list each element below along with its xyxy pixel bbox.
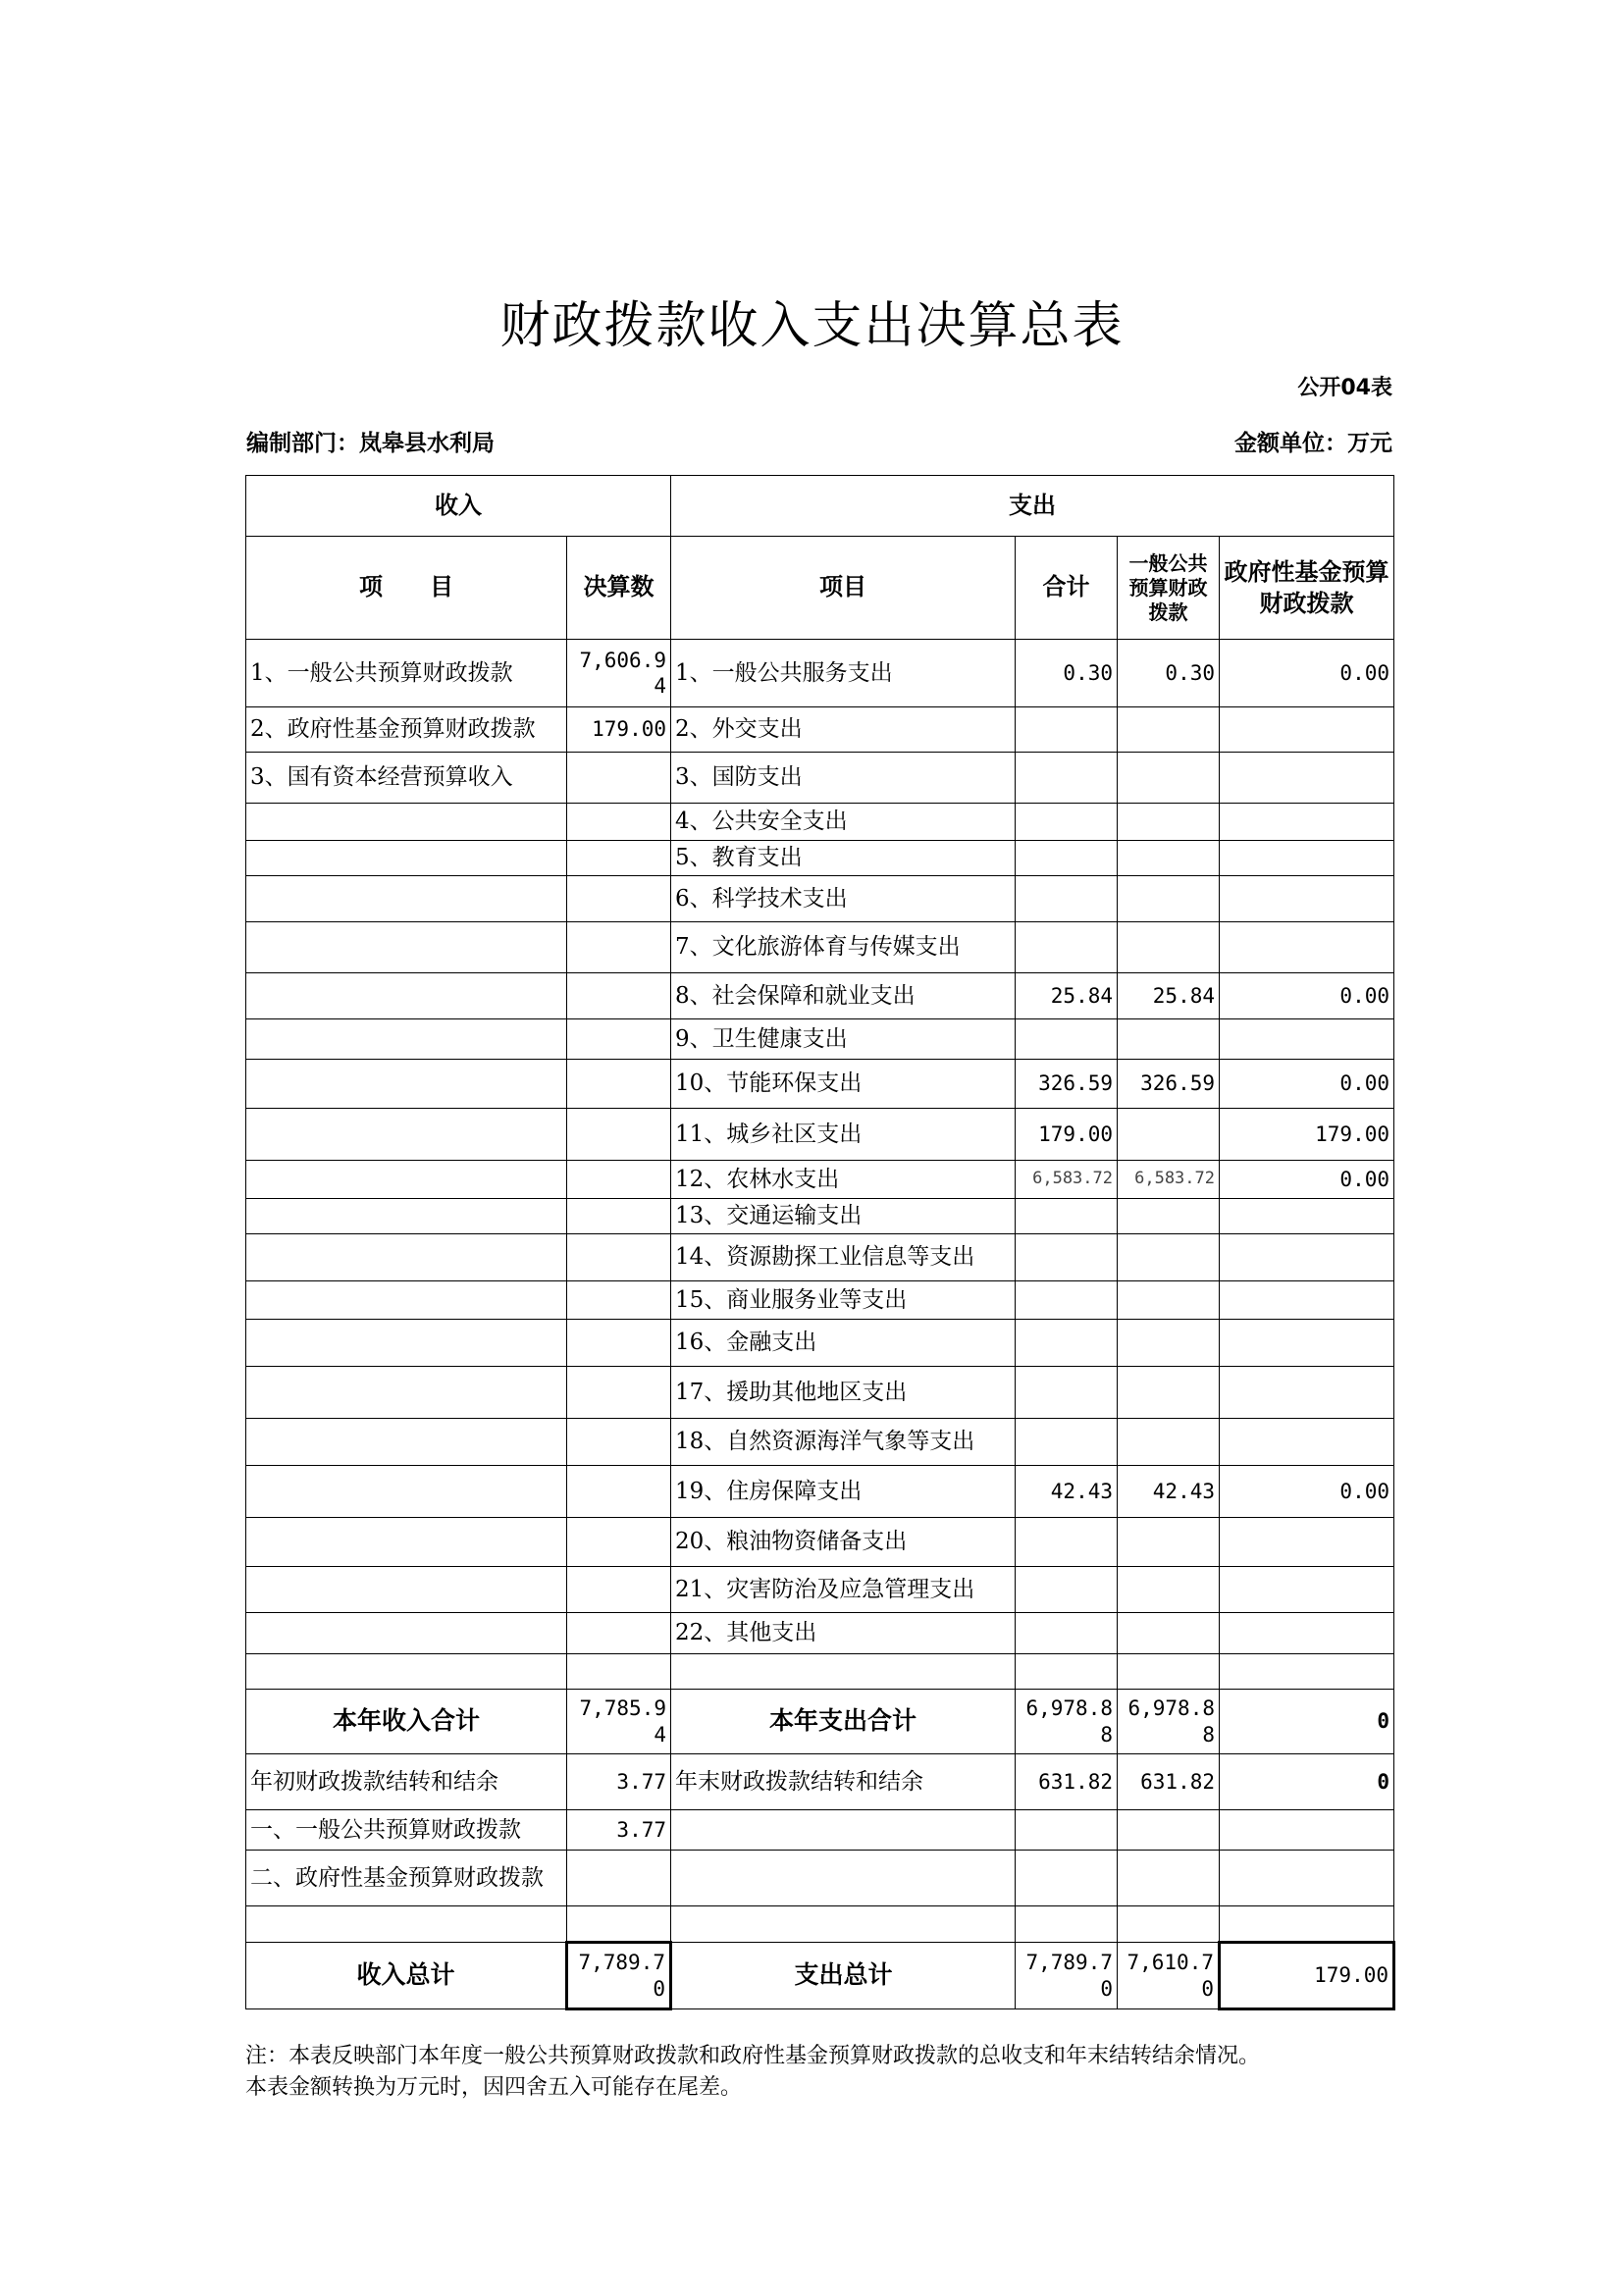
table-row (246, 1109, 1394, 1161)
year-expense-fund: 0 (1220, 1690, 1394, 1754)
expense-general (1118, 1613, 1220, 1654)
grand-expense-fund: 179.00 (1220, 1943, 1394, 2009)
income-amount (567, 973, 671, 1019)
income-amount (567, 1019, 671, 1060)
income-item (246, 1019, 567, 1060)
expense-total (1016, 707, 1118, 753)
table-row (246, 841, 1394, 876)
income-amount (567, 1234, 671, 1281)
expense-item: 14、资源勘探工业信息等支出 (671, 1234, 1016, 1281)
table-row (246, 1419, 1394, 1466)
expense-fund (1220, 1234, 1394, 1281)
income-amount (567, 1613, 671, 1654)
carry-sub-amount: 3.77 (567, 1810, 671, 1851)
expense-total: 179.00 (1016, 1109, 1118, 1161)
year-total-row (246, 1690, 1394, 1754)
expense-fund: 0.00 (1220, 1060, 1394, 1109)
table-row (246, 922, 1394, 973)
blank-cell (671, 1810, 1016, 1851)
table-row (246, 1466, 1394, 1518)
table-row (246, 1234, 1394, 1281)
expense-general (1118, 1281, 1220, 1320)
blank-cell (1016, 1906, 1118, 1943)
expense-total (1016, 1654, 1118, 1690)
expense-item (671, 1654, 1016, 1690)
expense-fund (1220, 804, 1394, 841)
expense-total: 42.43 (1016, 1466, 1118, 1518)
budget-table (245, 475, 1395, 2010)
expense-item: 18、自然资源海洋气象等支出 (671, 1419, 1016, 1466)
carry-sub-row (246, 1851, 1394, 1906)
expense-general (1118, 876, 1220, 922)
income-item (246, 1060, 567, 1109)
expense-general (1118, 804, 1220, 841)
expense-item: 11、城乡社区支出 (671, 1109, 1016, 1161)
year-income-total-label: 本年收入合计 (246, 1690, 567, 1754)
expense-general (1118, 1567, 1220, 1613)
grand-expense-general: 7,610.70 (1118, 1943, 1220, 2009)
table-number: 公开04表 (1297, 376, 1392, 400)
expense-fund (1220, 1320, 1394, 1367)
col-income-item: 项 目 (246, 537, 567, 640)
year-expense-total: 6,978.88 (1016, 1690, 1118, 1754)
income-amount (567, 1060, 671, 1109)
expense-fund (1220, 1419, 1394, 1466)
blank-cell (1220, 1810, 1394, 1851)
expense-total (1016, 1419, 1118, 1466)
blank-cell (1118, 1810, 1220, 1851)
expense-general (1118, 922, 1220, 973)
income-amount: 7,606.94 (567, 640, 671, 707)
col-expense-general: 一般公共预算财政拨款 (1118, 537, 1220, 640)
expense-item: 7、文化旅游体育与传媒支出 (671, 922, 1016, 973)
expense-fund (1220, 1367, 1394, 1419)
table-row (246, 1367, 1394, 1419)
expense-item: 13、交通运输支出 (671, 1199, 1016, 1234)
expense-item: 22、其他支出 (671, 1613, 1016, 1654)
income-item (246, 1199, 567, 1234)
income-item (246, 1367, 567, 1419)
income-item (246, 1567, 567, 1613)
income-item (246, 1654, 567, 1690)
carry-out-fund: 0 (1220, 1754, 1394, 1810)
expense-general (1118, 1367, 1220, 1419)
income-item (246, 841, 567, 876)
expense-total (1016, 1019, 1118, 1060)
expense-fund (1220, 707, 1394, 753)
expense-general (1118, 1199, 1220, 1234)
carry-sub-amount (567, 1851, 671, 1906)
expense-fund (1220, 1518, 1394, 1567)
grand-total-row (246, 1943, 1394, 2009)
carry-in-amount: 3.77 (567, 1754, 671, 1810)
grand-expense-label: 支出总计 (671, 1943, 1016, 2009)
income-amount (567, 1567, 671, 1613)
income-amount (567, 1419, 671, 1466)
income-item: 3、国有资本经营预算收入 (246, 753, 567, 804)
expense-total (1016, 1281, 1118, 1320)
blank-cell (1016, 1851, 1118, 1906)
expense-fund (1220, 753, 1394, 804)
expense-item: 10、节能环保支出 (671, 1060, 1016, 1109)
expense-total (1016, 1518, 1118, 1567)
expense-total (1016, 876, 1118, 922)
table-row (246, 804, 1394, 841)
expense-general (1118, 841, 1220, 876)
col-expense-fund: 政府性基金预算财政拨款 (1220, 537, 1394, 640)
carry-sub-row (246, 1810, 1394, 1851)
table-row (246, 876, 1394, 922)
expense-total (1016, 804, 1118, 841)
table-row (246, 1060, 1394, 1109)
expense-total: 0.30 (1016, 640, 1118, 707)
grand-income-total: 7,789.70 (567, 1943, 671, 2009)
income-amount (567, 804, 671, 841)
expense-fund (1220, 1019, 1394, 1060)
table-row (246, 1199, 1394, 1234)
expense-total (1016, 922, 1118, 973)
income-amount (567, 1654, 671, 1690)
expense-general: 0.30 (1118, 640, 1220, 707)
col-expense-item: 项目 (671, 537, 1016, 640)
table-row (246, 1320, 1394, 1367)
expense-item: 21、灾害防治及应急管理支出 (671, 1567, 1016, 1613)
expense-item: 5、教育支出 (671, 841, 1016, 876)
expense-total: 326.59 (1016, 1060, 1118, 1109)
carry-row (246, 1754, 1394, 1810)
expense-item: 15、商业服务业等支出 (671, 1281, 1016, 1320)
income-item (246, 1281, 567, 1320)
income-item (246, 1234, 567, 1281)
income-item (246, 973, 567, 1019)
expense-general: 6,583.72 (1118, 1161, 1220, 1199)
income-item (246, 1613, 567, 1654)
table-row (246, 1654, 1394, 1690)
table-row (246, 707, 1394, 753)
expense-item: 9、卫生健康支出 (671, 1019, 1016, 1060)
expense-item: 4、公共安全支出 (671, 804, 1016, 841)
expense-fund: 0.00 (1220, 1161, 1394, 1199)
table-row (246, 1613, 1394, 1654)
income-item: 1、一般公共预算财政拨款 (246, 640, 567, 707)
carry-sub-amount (567, 1906, 671, 1943)
income-item (246, 1518, 567, 1567)
carry-out-label: 年末财政拨款结转和结余 (671, 1754, 1016, 1810)
expense-general (1118, 1518, 1220, 1567)
unit-label: 金额单位：万元 (1234, 431, 1392, 456)
expense-total: 6,583.72 (1016, 1161, 1118, 1199)
expense-general (1118, 1419, 1220, 1466)
income-amount (567, 1466, 671, 1518)
expense-item: 20、粮油物资储备支出 (671, 1518, 1016, 1567)
col-income-amount: 决算数 (567, 537, 671, 640)
expense-general (1118, 1654, 1220, 1690)
expense-item: 8、社会保障和就业支出 (671, 973, 1016, 1019)
blank-cell (1220, 1851, 1394, 1906)
expense-general (1118, 707, 1220, 753)
year-expense-total-label: 本年支出合计 (671, 1690, 1016, 1754)
expense-item: 6、科学技术支出 (671, 876, 1016, 922)
income-amount (567, 753, 671, 804)
blank-cell (1016, 1810, 1118, 1851)
income-amount (567, 841, 671, 876)
col-expense-total: 合计 (1016, 537, 1118, 640)
header-row-columns (246, 537, 1394, 640)
blank-cell (1220, 1906, 1394, 1943)
expense-general: 326.59 (1118, 1060, 1220, 1109)
income-item (246, 876, 567, 922)
income-item (246, 1466, 567, 1518)
year-income-total: 7,785.94 (567, 1690, 671, 1754)
carry-sub-label: 一、一般公共预算财政拨款 (246, 1810, 567, 1851)
income-item (246, 1419, 567, 1466)
header-row-group (246, 476, 1394, 537)
expense-item: 16、金融支出 (671, 1320, 1016, 1367)
expense-general (1118, 1234, 1220, 1281)
expense-fund (1220, 922, 1394, 973)
blank-cell (1118, 1851, 1220, 1906)
income-amount (567, 1161, 671, 1199)
department-label: 编制部门：岚皋县水利局 (246, 431, 495, 456)
income-item: 2、政府性基金预算财政拨款 (246, 707, 567, 753)
page-title: 财政拨款收入支出决算总表 (499, 297, 1125, 355)
expense-fund: 0.00 (1220, 973, 1394, 1019)
expense-header: 支出 (671, 476, 1394, 537)
blank-cell (671, 1851, 1016, 1906)
income-amount (567, 1281, 671, 1320)
table-row (246, 1518, 1394, 1567)
footnote-line: 注：本表反映部门本年度一般公共预算财政拨款和政府性基金预算财政拨款的总收支和年末结转结余情况。 (245, 2044, 1261, 2068)
expense-total (1016, 1367, 1118, 1419)
table-row (246, 753, 1394, 804)
expense-total (1016, 1613, 1118, 1654)
table-row (246, 973, 1394, 1019)
expense-fund: 0.00 (1220, 640, 1394, 707)
expense-fund (1220, 1654, 1394, 1690)
carry-sub-row (246, 1906, 1394, 1943)
expense-total (1016, 1199, 1118, 1234)
table-row (246, 640, 1394, 707)
carry-out-general: 631.82 (1118, 1754, 1220, 1810)
carry-in-label: 年初财政拨款结转和结余 (246, 1754, 567, 1810)
expense-total (1016, 1567, 1118, 1613)
expense-item: 12、农林水支出 (671, 1161, 1016, 1199)
income-amount: 179.00 (567, 707, 671, 753)
income-item (246, 922, 567, 973)
income-item (246, 1161, 567, 1199)
grand-income-label: 收入总计 (246, 1943, 567, 2009)
income-item (246, 1109, 567, 1161)
carry-sub-label (246, 1906, 567, 1943)
expense-fund (1220, 1567, 1394, 1613)
expense-general (1118, 1019, 1220, 1060)
expense-item: 17、援助其他地区支出 (671, 1367, 1016, 1419)
expense-fund (1220, 876, 1394, 922)
income-amount (567, 1320, 671, 1367)
expense-item: 1、一般公共服务支出 (671, 640, 1016, 707)
expense-fund (1220, 1199, 1394, 1234)
footnote (245, 2041, 1398, 2104)
income-amount (567, 922, 671, 973)
expense-item: 19、住房保障支出 (671, 1466, 1016, 1518)
expense-fund (1220, 841, 1394, 876)
expense-fund (1220, 1281, 1394, 1320)
table-row (246, 1019, 1394, 1060)
grand-expense-total: 7,789.70 (1016, 1943, 1118, 2009)
expense-total (1016, 1320, 1118, 1367)
expense-fund: 0.00 (1220, 1466, 1394, 1518)
income-amount (567, 1199, 671, 1234)
expense-total (1016, 841, 1118, 876)
income-item (246, 804, 567, 841)
expense-general: 25.84 (1118, 973, 1220, 1019)
expense-fund (1220, 1613, 1394, 1654)
expense-total (1016, 753, 1118, 804)
expense-total: 25.84 (1016, 973, 1118, 1019)
income-amount (567, 1109, 671, 1161)
carry-out-total: 631.82 (1016, 1754, 1118, 1810)
table-row (246, 1281, 1394, 1320)
expense-general: 42.43 (1118, 1466, 1220, 1518)
blank-cell (1118, 1906, 1220, 1943)
expense-general (1118, 1109, 1220, 1161)
income-amount (567, 876, 671, 922)
table-row (246, 1161, 1394, 1199)
expense-fund: 179.00 (1220, 1109, 1394, 1161)
carry-sub-label: 二、政府性基金预算财政拨款 (246, 1851, 567, 1906)
expense-total (1016, 1234, 1118, 1281)
income-amount (567, 1367, 671, 1419)
blank-cell (671, 1906, 1016, 1943)
income-amount (567, 1518, 671, 1567)
footnote-line: 本表金额转换为万元时，因四舍五入可能存在尾差。 (245, 2074, 743, 2100)
income-header: 收入 (246, 476, 671, 537)
expense-item: 3、国防支出 (671, 753, 1016, 804)
expense-item: 2、外交支出 (671, 707, 1016, 753)
income-item (246, 1320, 567, 1367)
expense-general (1118, 1320, 1220, 1367)
expense-general (1118, 753, 1220, 804)
table-row (246, 1567, 1394, 1613)
year-expense-general: 6,978.88 (1118, 1690, 1220, 1754)
